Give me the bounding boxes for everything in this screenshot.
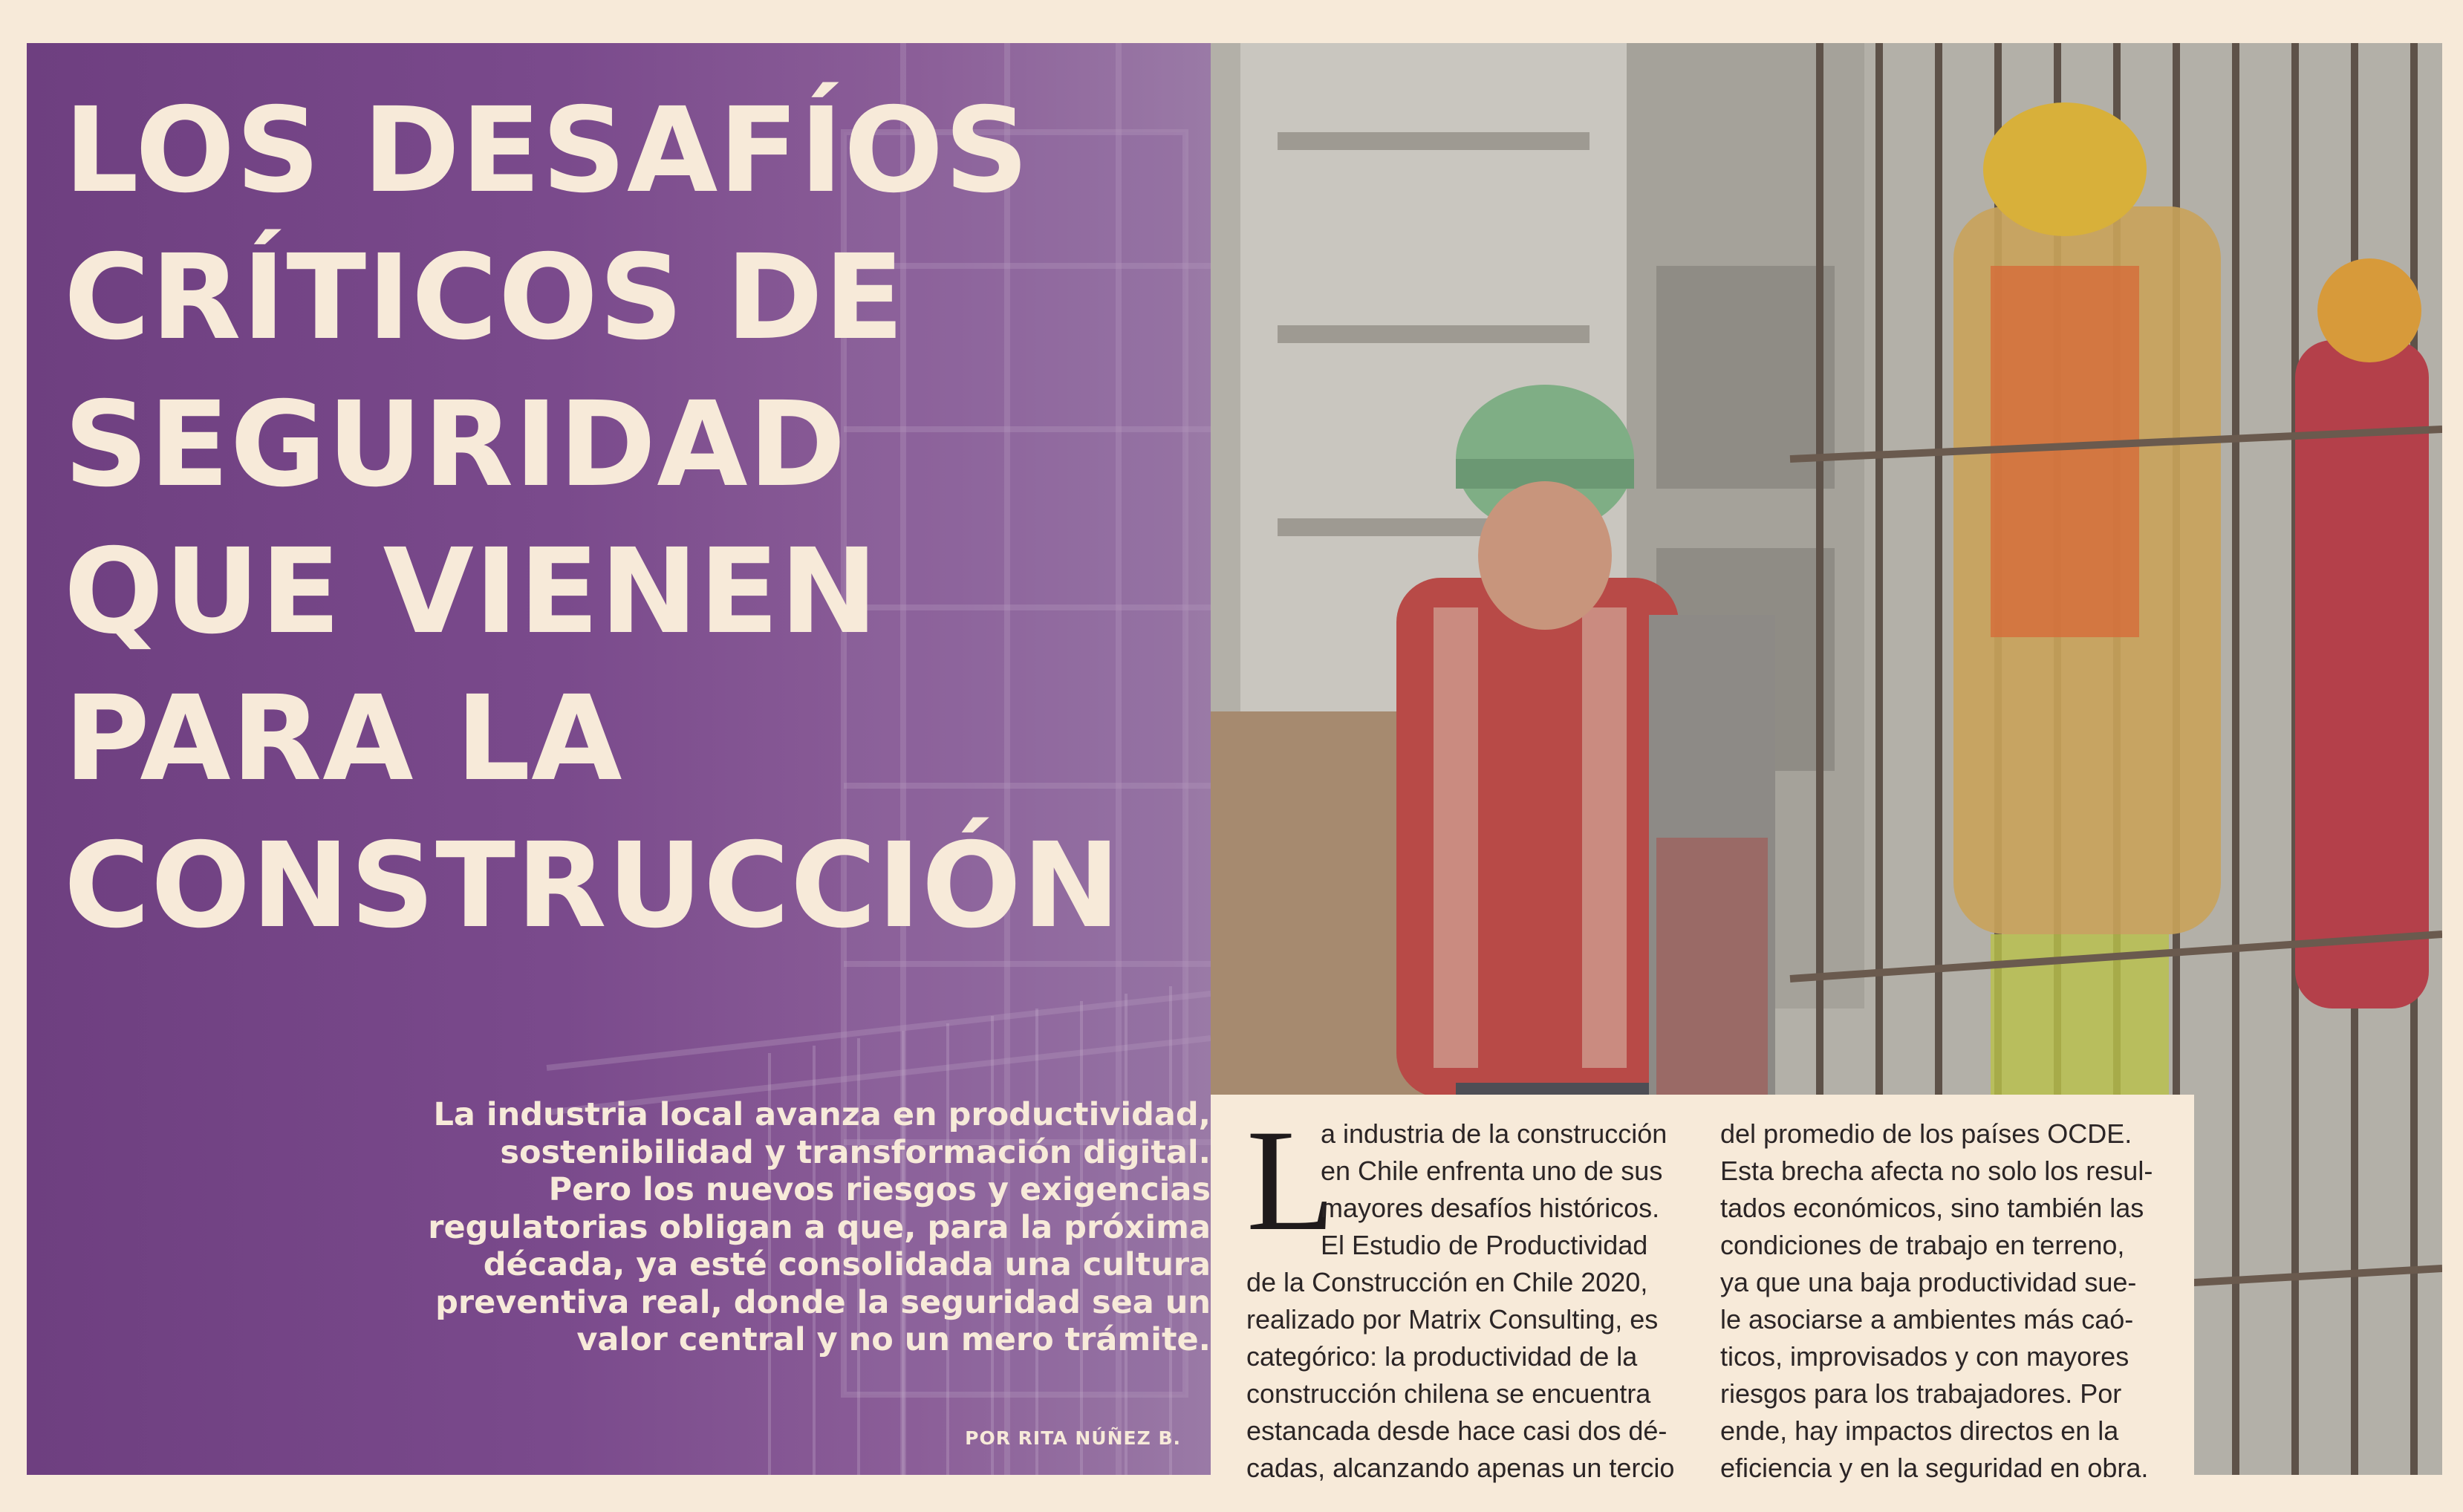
body-line: ende, hay impactos directos en la xyxy=(1720,1415,2119,1446)
article-headline xyxy=(64,77,1211,959)
body-line: mayores desafíos históricos. xyxy=(1321,1193,1660,1223)
body-line: eficiencia y en la seguridad en obra. xyxy=(1720,1453,2149,1483)
body-column-1 xyxy=(1246,1100,1692,1487)
headline-line: QUE VIENEN xyxy=(64,524,879,660)
body-line: El Estudio de Productividad xyxy=(1321,1230,1648,1260)
article-byline: POR RITA NÚÑEZ B. xyxy=(965,1427,1181,1449)
body-line: ya que una baja productividad sue- xyxy=(1720,1267,2137,1297)
body-line: realizado por Matrix Consulting, es xyxy=(1246,1304,1659,1335)
headline-line: SEGURIDAD xyxy=(64,377,847,513)
headline-line: CONSTRUCCIÓN xyxy=(64,818,1122,954)
deck-line: La industria local avanza en productividad, xyxy=(433,1096,1211,1133)
body-line: del promedio de los países OCDE. xyxy=(1720,1118,2132,1149)
body-line: Esta brecha afecta no solo los resul- xyxy=(1720,1156,2153,1186)
body-line: categórico: la productividad de la xyxy=(1246,1341,1638,1372)
headline-line: CRÍTICOS DE xyxy=(64,229,905,366)
article-body xyxy=(1211,1095,2194,1483)
body-line: construcción chilena se encuentra xyxy=(1246,1378,1651,1409)
deck-line: regulatorias obligan a que, para la próxima xyxy=(428,1208,1211,1246)
headline-panel xyxy=(27,43,1211,1475)
body-line: estancada desde hace casi dos dé- xyxy=(1246,1415,1668,1446)
body-line: ticos, improvisados y con mayores xyxy=(1720,1341,2129,1372)
deck-line: valor central y no un mero trámite. xyxy=(576,1321,1211,1358)
headline-line: PARA LA xyxy=(64,671,623,807)
deck-line: década, ya esté consolidada una cultura xyxy=(483,1246,1211,1283)
deck-line: sostenibilidad y transformación digital. xyxy=(500,1133,1211,1171)
article-deck xyxy=(368,1096,1211,1359)
drop-cap: L xyxy=(1246,1100,1335,1261)
body-line: de la Construcción en Chile 2020, xyxy=(1246,1267,1648,1297)
body-line: cadas, alcanzando apenas un tercio xyxy=(1246,1453,1675,1483)
body-line: condiciones de trabajo en terreno, xyxy=(1720,1230,2125,1260)
deck-line: Pero los nuevos riesgos y exigencias xyxy=(548,1171,1211,1208)
body-line: en Chile enfrenta uno de sus xyxy=(1321,1156,1663,1186)
headline-line: LOS DESAFÍOS xyxy=(64,82,1030,219)
deck-line: preventiva real, donde la seguridad sea un xyxy=(435,1283,1211,1321)
body-line: a industria de la construcción xyxy=(1321,1118,1668,1149)
body-line: le asociarse a ambientes más caó- xyxy=(1720,1304,2134,1335)
body-column-2 xyxy=(1720,1115,2173,1487)
body-line: riesgos para los trabajadores. Por xyxy=(1720,1378,2122,1409)
body-line: tados económicos, sino también las xyxy=(1720,1193,2144,1223)
